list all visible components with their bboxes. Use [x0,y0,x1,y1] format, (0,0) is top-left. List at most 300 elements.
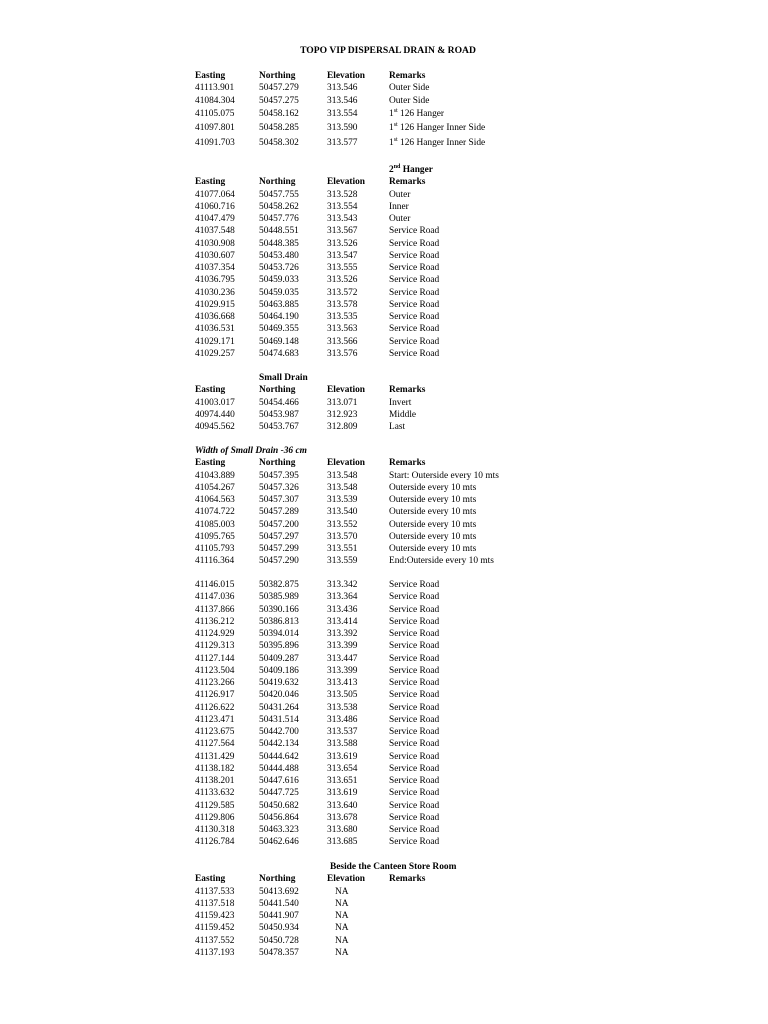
northing-cell: 50450.934 [259,923,299,934]
northing-cell: 50457.275 [259,95,299,106]
table-row [195,189,535,201]
northing-cell: 50458.285 [259,123,299,134]
header-elevation: Elevation [327,385,366,396]
remarks-cell: Outerside every 10 mts [389,519,477,530]
easting-cell: 41064.563 [195,495,235,505]
remarks-number: 1 [389,123,394,134]
easting-cell: 41074.722 [195,507,235,518]
northing-cell: 50457.326 [259,482,299,493]
table-row [195,800,535,812]
remarks-cell: Service Road [389,751,440,762]
northing-cell: 50453.767 [259,422,299,432]
elevation-cell: 313.640 [327,800,358,811]
table-row [195,604,535,616]
remarks-cell: Outerside every 10 mts [389,544,477,554]
elevation-cell: 313.537 [327,727,358,737]
northing-cell: 50441.540 [259,898,299,909]
remarks-cell: Service Road [389,776,440,786]
remarks-cell: Outerside every 10 mts [389,495,477,505]
header-remarks: Remarks [389,874,426,885]
table-row [195,238,535,250]
easting-cell: 41029.915 [195,299,235,310]
elevation-cell: 313.540 [327,507,358,518]
easting-cell: 41036.668 [195,312,235,322]
northing-cell: 50448.385 [259,238,299,249]
elevation-cell: NA [335,911,349,921]
northing-cell: 50457.395 [259,470,299,481]
elevation-cell: NA [335,935,349,946]
northing-cell: 50469.355 [259,324,299,335]
elevation-cell: 313.486 [327,714,358,725]
elevation-cell: 313.678 [327,812,358,823]
easting-cell: 41123.471 [195,714,235,725]
table-header [195,70,535,82]
remarks-text: 126 Hanger [397,108,445,119]
easting-cell: 41097.801 [195,123,235,134]
northing-cell: 50456.864 [259,812,299,823]
table-row [195,543,535,555]
remarks-cell: Service Road [389,312,440,322]
elevation-cell: 313.548 [327,470,358,481]
northing-cell: 50458.262 [259,201,299,212]
remarks-text: 126 Hanger Inner Side [397,137,486,148]
easting-cell: 41047.479 [195,214,235,224]
elevation-cell: 313.680 [327,825,358,835]
northing-cell: 50459.035 [259,287,299,298]
remarks-ordinal: st [393,136,398,143]
remarks-cell: Service Road [389,348,440,359]
table-row [195,653,535,665]
easting-cell: 41123.675 [195,727,235,737]
elevation-cell: 313.543 [327,214,358,224]
remarks-cell: Service Road [389,287,440,298]
table-header [195,457,535,469]
header-elevation: Elevation [327,177,366,188]
northing-cell: 50457.755 [259,189,299,200]
elevation-cell: 313.576 [327,348,358,359]
easting-cell: 41127.144 [195,653,235,664]
northing-cell: 50420.046 [259,690,299,701]
header-easting: Easting [195,385,226,396]
subtitle-text: Small Drain [259,373,308,383]
remarks-cell [389,121,485,136]
subtitle-number: 2 [389,165,394,175]
header-remarks: Remarks [389,71,426,81]
elevation-cell: 313.619 [327,751,358,762]
elevation-cell: 313.567 [327,226,358,237]
table-row [195,935,535,947]
table-row [195,397,535,409]
elevation-cell: 313.342 [327,580,358,590]
header-northing: Northing [259,385,296,396]
table-row [195,922,535,934]
northing-cell: 50463.885 [259,299,299,310]
northing-cell: 50448.551 [259,226,299,237]
section-main-outer [195,70,535,150]
table-row [195,274,535,286]
remarks-cell: Invert [389,397,412,408]
easting-cell: 41133.632 [195,788,235,799]
table-row [195,947,535,959]
easting-cell: 41131.429 [195,751,235,762]
remarks-ordinal: st [393,122,398,129]
easting-cell: 41138.182 [195,763,235,774]
elevation-cell: 313.546 [327,83,358,94]
table-row [195,519,535,531]
easting-cell: 41037.548 [195,226,235,237]
remarks-cell: Service Road [389,714,440,725]
easting-cell: 41124.929 [195,629,235,639]
remarks-cell: Service Road [389,604,440,615]
easting-cell: 41085.003 [195,519,235,530]
easting-cell: 41029.171 [195,336,235,347]
table-row [195,323,535,335]
document-title: TOPO VIP DISPERSAL DRAIN & ROAD [300,45,476,56]
header-easting: Easting [195,458,226,469]
remarks-cell: Outer [389,214,411,224]
northing-cell: 50462.646 [259,837,299,848]
northing-cell: 50457.776 [259,214,299,224]
easting-cell: 41030.236 [195,287,235,298]
remarks-cell: Service Road [389,739,440,750]
table-row [195,628,535,640]
easting-cell: 41095.765 [195,531,235,542]
easting-cell: 41137.518 [195,898,235,909]
remarks-cell: Service Road [389,678,440,688]
table-row [195,665,535,677]
northing-cell: 50474.683 [259,348,299,359]
remarks-cell: Service Road [389,250,440,261]
easting-cell: 40945.562 [195,422,235,432]
subtitle-ordinal: nd [393,163,401,170]
easting-cell: 41126.622 [195,702,235,713]
remarks-cell: Service Road [389,299,440,310]
northing-cell: 50453.726 [259,263,299,273]
remarks-cell: Service Road [389,825,440,835]
table-row [195,775,535,787]
remarks-cell: Outerside every 10 mts [389,482,477,493]
table-row [195,494,535,506]
northing-cell: 50457.279 [259,83,299,94]
elevation-cell: 313.447 [327,653,358,664]
northing-cell: 50459.033 [259,275,299,286]
easting-cell: 41129.313 [195,641,235,652]
header-elevation: Elevation [327,458,366,469]
table-row [195,262,535,274]
elevation-cell: 313.570 [327,531,358,542]
header-northing: Northing [259,874,296,885]
table-row [195,689,535,701]
elevation-cell: 313.414 [327,616,358,627]
subtitle-text: Beside the Canteen Store Room [330,862,457,872]
remarks-cell: Start: Outerside every 10 mts [389,470,499,481]
elevation-cell: 313.526 [327,275,358,286]
remarks-cell: Service Road [389,580,440,590]
remarks-text: 126 Hanger Inner Side [397,123,486,134]
easting-cell: 41105.793 [195,544,235,554]
remarks-cell: Service Road [389,238,440,249]
remarks-cell: Last [389,422,406,432]
elevation-cell: 313.572 [327,287,358,298]
table-row [195,95,535,107]
elevation-cell: 313.588 [327,739,358,750]
northing-cell: 50386.813 [259,616,299,627]
easting-cell: 41060.716 [195,201,235,212]
northing-cell: 50469.148 [259,336,299,347]
header-elevation: Elevation [327,874,366,885]
northing-cell: 50442.134 [259,739,299,750]
header-easting: Easting [195,874,226,885]
easting-cell: 41030.607 [195,250,235,261]
elevation-cell: 313.578 [327,299,358,310]
table-row [195,421,535,433]
table-row [195,616,535,628]
elevation-cell: 313.364 [327,592,358,603]
elevation-cell: 313.654 [327,763,358,774]
easting-cell: 41036.531 [195,324,235,335]
remarks-cell: Service Road [389,788,440,799]
subtitle-text: Width of Small Drain -36 cm [195,446,307,456]
section-subtitle [195,445,535,457]
remarks-cell: Service Road [389,336,440,347]
easting-cell: 41029.257 [195,348,235,359]
easting-cell: 41147.036 [195,592,235,603]
remarks-cell: Service Road [389,592,440,603]
northing-cell: 50442.700 [259,727,299,737]
table-row [195,82,535,94]
remarks-cell: Service Road [389,812,440,823]
easting-cell: 41159.423 [195,911,235,921]
easting-cell: 41123.266 [195,678,235,688]
elevation-cell: 313.685 [327,837,358,848]
remarks-cell: Service Road [389,690,440,701]
remarks-cell: Outerside every 10 mts [389,507,477,518]
northing-cell: 50441.907 [259,911,299,921]
header-elevation: Elevation [327,71,366,81]
remarks-number: 1 [389,137,394,148]
table-row [195,591,535,603]
remarks-cell: Service Road [389,837,440,848]
elevation-cell: 313.528 [327,189,358,200]
northing-cell: 50457.200 [259,519,299,530]
remarks-cell: Service Road [389,641,440,652]
header-northing: Northing [259,177,296,188]
elevation-cell: 313.559 [327,556,358,567]
table-row [195,763,535,775]
table-row [195,787,535,799]
northing-cell: 50447.725 [259,788,299,799]
remarks-cell: Service Road [389,263,440,273]
easting-cell: 41126.917 [195,690,235,701]
northing-cell: 50457.299 [259,544,299,554]
table-row [195,287,535,299]
easting-cell: 41127.564 [195,739,235,750]
header-remarks: Remarks [389,177,426,188]
remarks-cell: Inner [389,201,409,212]
remarks-cell [389,136,485,151]
table-row [195,640,535,652]
elevation-cell: 313.392 [327,629,358,639]
northing-cell: 50444.488 [259,763,299,774]
table-row [195,579,535,591]
northing-cell: 50413.692 [259,886,299,897]
elevation-cell: 313.413 [327,678,358,688]
northing-cell: 50450.728 [259,935,299,946]
remarks-cell: Service Road [389,324,440,335]
table-row [195,470,535,482]
header-easting: Easting [195,177,226,188]
table-row [195,738,535,750]
easting-cell: 41129.585 [195,800,235,811]
elevation-cell: NA [335,947,349,958]
easting-cell: 41138.201 [195,776,235,786]
section-subtitle [195,861,535,873]
table-row [195,107,535,122]
northing-cell: 50395.896 [259,641,299,652]
easting-cell: 41137.533 [195,886,235,897]
table-row [195,824,535,836]
elevation-cell: 313.547 [327,250,358,261]
easting-cell: 41043.889 [195,470,235,481]
remarks-cell: Service Road [389,653,440,664]
elevation-cell: 313.399 [327,665,358,676]
table-row [195,714,535,726]
header-northing: Northing [259,71,296,81]
northing-cell: 50457.290 [259,556,299,567]
elevation-cell: 313.539 [327,495,358,505]
elevation-cell: 313.535 [327,312,358,322]
elevation-cell: 313.590 [327,123,358,134]
table-row [195,136,535,151]
remarks-cell: Service Road [389,665,440,676]
table-row [195,121,535,136]
remarks-cell: Service Road [389,800,440,811]
elevation-cell: NA [335,886,349,897]
northing-cell: 50457.307 [259,495,299,505]
subtitle-text: Hanger [400,165,433,175]
easting-cell: 41136.212 [195,616,235,627]
northing-cell: 50394.014 [259,629,299,639]
remarks-cell: Middle [389,409,417,420]
remarks-cell: Service Road [389,226,440,237]
elevation-cell: 313.563 [327,324,358,335]
elevation-cell: 313.538 [327,702,358,713]
table-row [195,213,535,225]
easting-cell: 41137.866 [195,604,235,615]
table-row [195,751,535,763]
easting-cell: 40974.440 [195,409,235,420]
elevation-cell: 313.566 [327,336,358,347]
elevation-cell: 313.651 [327,776,358,786]
elevation-cell: 313.554 [327,108,358,119]
easting-cell: 41054.267 [195,482,235,493]
table-row [195,702,535,714]
table-row [195,336,535,348]
section-second-hanger [195,164,535,360]
remarks-cell: Outer Side [389,83,430,94]
remarks-cell: Service Road [389,616,440,627]
remarks-cell: Service Road [389,629,440,639]
easting-cell: 41130.318 [195,825,235,835]
elevation-cell: 313.399 [327,641,358,652]
elevation-cell: 313.071 [327,397,358,408]
northing-cell: 50453.480 [259,250,299,261]
table-row [195,812,535,824]
easting-cell: 41126.784 [195,837,235,848]
remarks-cell: Service Road [389,727,440,737]
easting-cell: 41036.795 [195,275,235,286]
table-row [195,299,535,311]
table-row [195,886,535,898]
northing-cell: 50457.289 [259,507,299,518]
table-row [195,531,535,543]
elevation-cell: 313.436 [327,604,358,615]
easting-cell: 41113.901 [195,83,235,94]
easting-cell: 41091.703 [195,137,235,148]
easting-cell: 41084.304 [195,95,235,106]
table-header [195,176,535,188]
remarks-cell: Service Road [389,763,440,774]
easting-cell: 41159.452 [195,923,235,934]
header-northing: Northing [259,458,296,469]
northing-cell: 50454.466 [259,397,299,408]
elevation-cell: 313.526 [327,238,358,249]
northing-cell: 50431.514 [259,714,299,725]
easting-cell: 41129.806 [195,812,235,823]
northing-cell: 50457.297 [259,531,299,542]
table-row [195,201,535,213]
table-row [195,898,535,910]
section-subtitle [195,164,535,176]
northing-cell: 50458.162 [259,108,299,119]
northing-cell: 50478.357 [259,947,299,958]
northing-cell: 50453.987 [259,409,299,420]
header-easting: Easting [195,71,226,81]
remarks-cell: End:Outerside every 10 mts [389,556,494,567]
section-subtitle [195,372,535,384]
table-header [195,873,535,885]
easting-cell: 41030.908 [195,238,235,249]
table-row [195,250,535,262]
remarks-number: 1 [389,108,394,119]
section-small-drain [195,372,535,433]
easting-cell: 41037.354 [195,263,235,273]
easting-cell: 41116.364 [195,556,235,567]
elevation-cell: NA [335,898,349,909]
elevation-cell: 313.551 [327,544,358,554]
table-row [195,910,535,922]
northing-cell: 50409.287 [259,653,299,664]
easting-cell: 41137.193 [195,947,235,958]
elevation-cell: 313.554 [327,201,358,212]
northing-cell: 50419.632 [259,678,299,688]
table-row [195,311,535,323]
elevation-cell: 313.577 [327,137,358,148]
table-row [195,836,535,848]
northing-cell: 50447.616 [259,776,299,786]
table-row [195,677,535,689]
easting-cell: 41003.017 [195,397,235,408]
remarks-cell: Service Road [389,275,440,286]
elevation-cell: 313.546 [327,95,358,106]
header-remarks: Remarks [389,458,426,469]
elevation-cell: 313.619 [327,788,358,799]
remarks-ordinal: st [393,107,398,114]
table-row [195,506,535,518]
elevation-cell: 313.555 [327,263,358,273]
northing-cell: 50431.264 [259,702,299,713]
northing-cell: 50464.190 [259,312,299,322]
